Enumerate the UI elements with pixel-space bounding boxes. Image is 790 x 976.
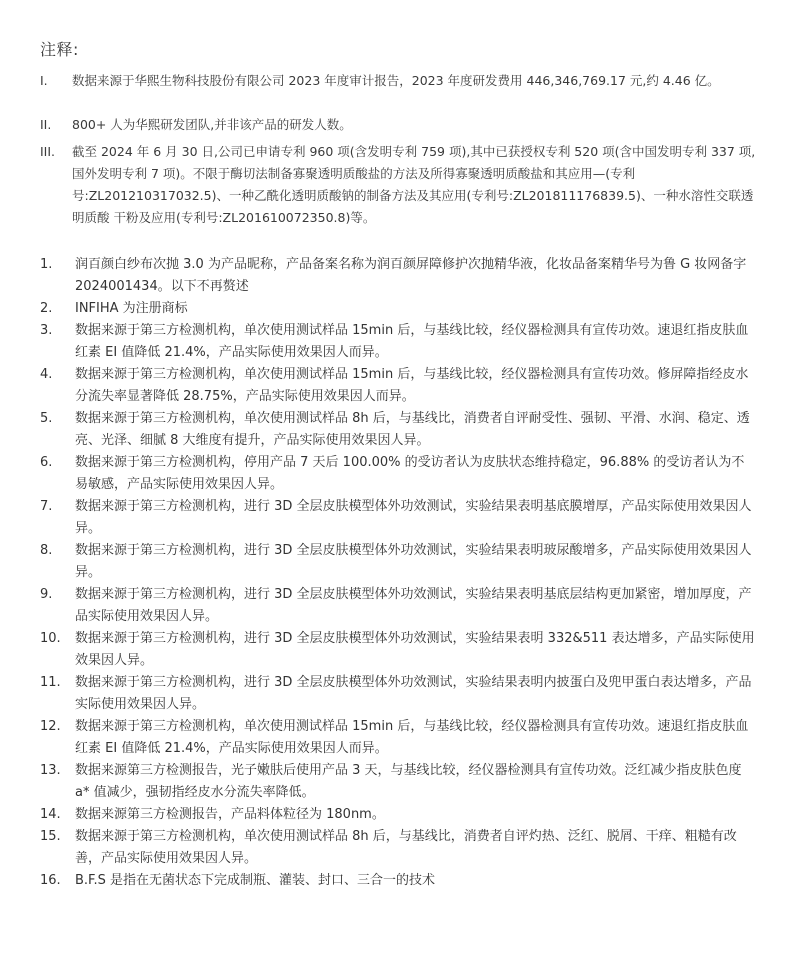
list-item — [0, 826, 790, 870]
list-item — [0, 408, 790, 452]
list-item — [0, 804, 790, 826]
note-item — [0, 70, 790, 114]
list-item-text: 数据来源于第三方检测机构，单次使用测试样品 8h 后，与基线比，消费者自评耐受性、强韧、平滑、水润、稳定、透亮、光泽、细腻 8 大维度有提升，产品实际使用效果因人异。 — [75, 411, 750, 448]
list-item-text: INFIHA 为注册商标 — [75, 301, 188, 316]
list-item-number: 2. — [40, 301, 53, 316]
list-item — [0, 540, 790, 584]
list-item-text: 数据来源于第三方检测机构，单次使用测试样品 15min 后，与基线比较，经仪器检测具有宣传功效。速退红指皮肤血红素 EI 值降低 21.4%，产品实际使用效果因人而异。 — [75, 719, 749, 756]
list-item — [0, 254, 790, 298]
list-item — [0, 298, 790, 320]
list-item-text: B.F.S 是指在无菌状态下完成制瓶、灌装、封口、三合一的技术 — [75, 873, 435, 888]
list-item-text: 数据来源于第三方检测机构，进行 3D 全层皮肤模型体外功效测试，实验结果表明基底膜增厚，产品实际使用效果因人异。 — [75, 499, 752, 536]
list-item — [0, 672, 790, 716]
list-item-number: 1. — [40, 257, 53, 272]
list-item — [0, 364, 790, 408]
list-item-number: 14. — [40, 807, 61, 822]
list-item-number: 9. — [40, 587, 53, 602]
list-item-number: 13. — [40, 763, 61, 778]
list-item — [0, 870, 790, 892]
note-marker: I. — [40, 73, 48, 88]
list-item-text: 数据来源于第三方检测机构，进行 3D 全层皮肤模型体外功效测试，实验结果表明基底层结构更加紧密，增加厚度，产品实际使用效果因人异。 — [75, 587, 752, 624]
note-item — [0, 114, 790, 141]
list-item-text: 数据来源于第三方检测机构，单次使用测试样品 15min 后，与基线比较，经仪器检测具有宣传功效。速退红指皮肤血红素 EI 值降低 21.4%，产品实际使用效果因人而异。 — [75, 323, 749, 360]
list-item-number: 4. — [40, 367, 53, 382]
list-item — [0, 760, 790, 804]
list-item-text: 数据来源第三方检测报告，产品料体粒径为 180nm。 — [75, 807, 385, 822]
list-item-text: 数据来源于第三方检测机构，进行 3D 全层皮肤模型体外功效测试，实验结果表明玻尿酸增多，产品实际使用效果因人异。 — [75, 543, 752, 580]
list-item-number: 12. — [40, 719, 61, 734]
list-item-text: 润百颜白纱布次抛 3.0 为产品昵称，产品备案名称为润百颜屏障修护次抛精华液，化妆品备案精华号为鲁 G 妆网备字 2024001434。以下不再赘述 — [75, 257, 747, 294]
list-item — [0, 452, 790, 496]
list-item-text: 数据来源于第三方检测机构，进行 3D 全层皮肤模型体外功效测试，实验结果表明 332&511 表达增多，产品实际使用效果因人异。 — [75, 631, 755, 668]
roman-notes-list — [0, 70, 790, 225]
list-item-number: 3. — [40, 323, 53, 338]
list-item-text: 数据来源于第三方检测机构，停用产品 7 天后 100.00% 的受访者认为皮肤状态维持稳定，96.88% 的受访者认为不易敏感，产品实际使用效果因人异。 — [75, 455, 745, 492]
list-item-number: 11. — [40, 675, 61, 690]
note-text: 截至 2024 年 6 月 30 日,公司已申请专利 960 项(含发明专利 759 项),其中已获授权专利 520 项(含中国发明专利 337 项,国外发明专利 7 项)。不限于酶切法制备寡聚透明质酸盐的方法及所得寡聚透明质酸盐和其应用—(专利号:ZL201210317032.5)、一种乙酰化透明质酸钠的制备方法及其应用(专利号:ZL201811176839.5)、一种水溶性交联透明质酸 干粉及应用(专利号:ZL201610072350.8)等。 — [72, 144, 756, 225]
note-item — [0, 141, 790, 225]
list-item-number: 16. — [40, 873, 61, 888]
list-item — [0, 320, 790, 364]
list-item-text: 数据来源于第三方检测机构，单次使用测试样品 8h 后，与基线比，消费者自评灼热、泛红、脱屑、干痒、粗糙有改善，产品实际使用效果因人异。 — [75, 829, 737, 866]
list-item-text: 数据来源于第三方检测机构，单次使用测试样品 15min 后，与基线比较，经仪器检测具有宣传功效。修屏障指经皮水分流失率显著降低 28.75%，产品实际使用效果因人而异。 — [75, 367, 749, 404]
list-item — [0, 496, 790, 540]
list-item-text: 数据来源第三方检测报告，光子嫩肤后使用产品 3 天，与基线比较，经仪器检测具有宣传功效。泛红减少指皮肤色度 a* 值减少，强韧指经皮水分流失率降低。 — [75, 763, 742, 800]
note-text: 数据来源于华熙生物科技股份有限公司 2023 年度审计报告，2023 年度研发费用 446,346,769.17 元,约 4.46 亿。 — [72, 73, 720, 88]
list-item-number: 10. — [40, 631, 61, 646]
list-item-number: 6. — [40, 455, 53, 470]
notes-heading: 注释: — [40, 40, 79, 59]
list-item-text: 数据来源于第三方检测机构，进行 3D 全层皮肤模型体外功效测试，实验结果表明内披蛋白及兜甲蛋白表达增多，产品实际使用效果因人异。 — [75, 675, 752, 712]
note-marker: II. — [40, 117, 52, 132]
list-item — [0, 628, 790, 672]
numbered-notes-list — [0, 254, 790, 892]
list-item-number: 8. — [40, 543, 53, 558]
list-item-number: 5. — [40, 411, 53, 426]
list-item-number: 15. — [40, 829, 61, 844]
note-marker: III. — [40, 144, 56, 159]
list-item — [0, 584, 790, 628]
list-item-number: 7. — [40, 499, 53, 514]
list-item — [0, 716, 790, 760]
note-text: 800+ 人为华熙研发团队,并非该产品的研发人数。 — [72, 117, 352, 132]
